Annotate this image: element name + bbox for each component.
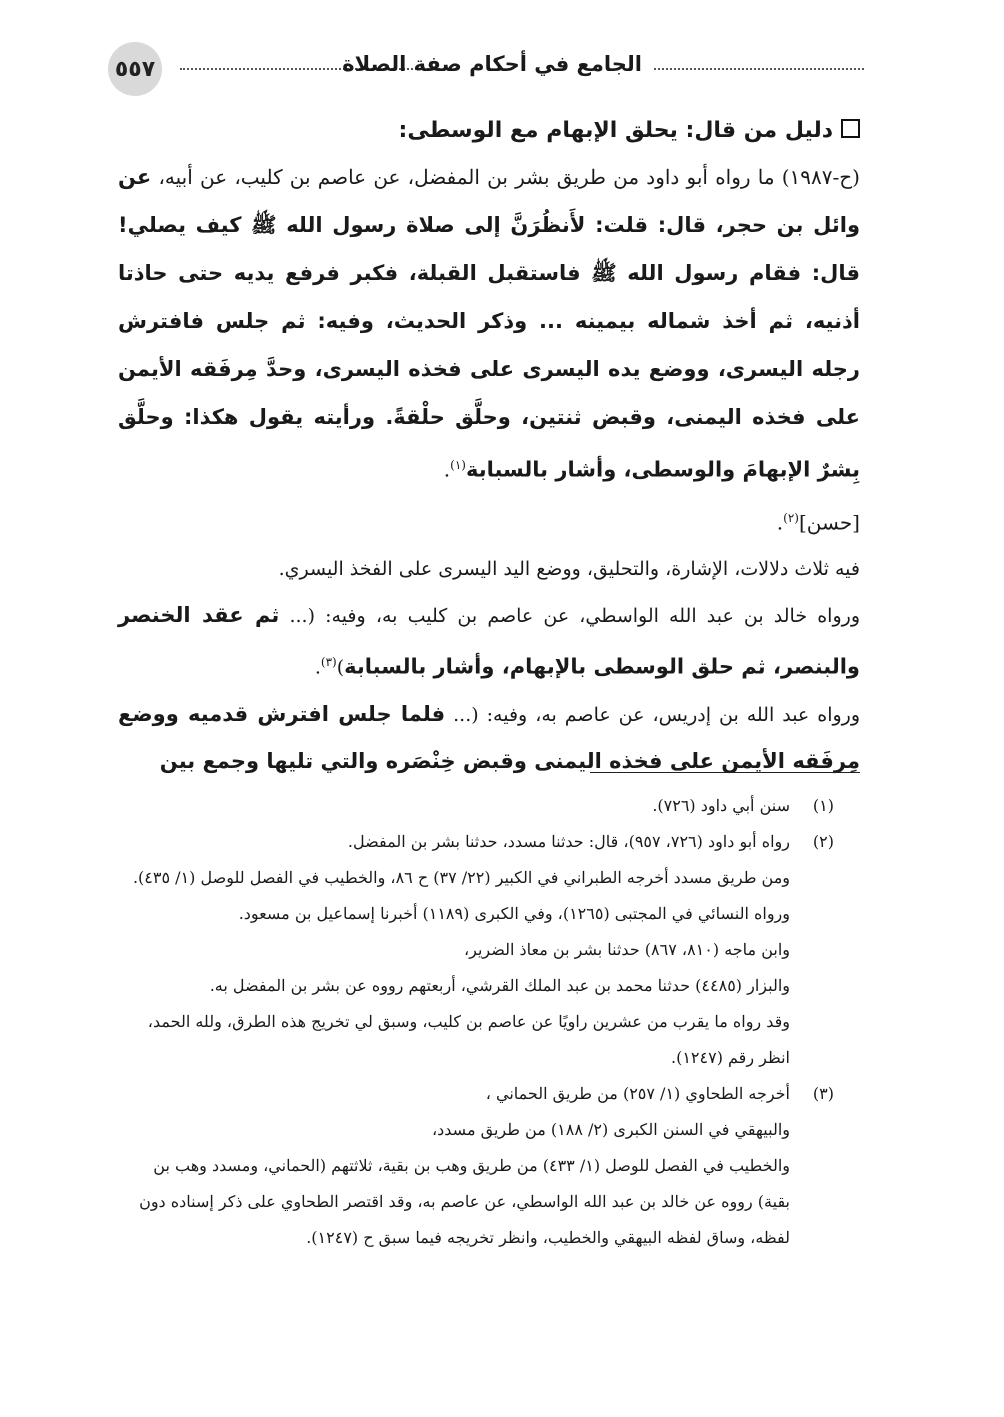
footnote-3 <box>118 1076 834 1256</box>
footnote-ref-3: (٣) <box>320 655 337 670</box>
footnote-text <box>118 788 790 824</box>
grade-text: [حسن] <box>798 510 860 535</box>
footnote-ref-1: (١) <box>450 458 466 472</box>
grade-line <box>118 494 860 547</box>
footnote-text <box>118 1076 790 1256</box>
main-text <box>118 118 860 785</box>
footnote-line: رواه أبو داود (٧٢٦، ٩٥٧)، قال: حدثنا مسدد، حدثنا بشر بن المفضل. <box>347 832 790 851</box>
footnote-ref-2: (٢) <box>783 510 799 525</box>
checkbox-bullet-icon <box>841 119 860 138</box>
footnote-line: سنن أبي داود (٧٢٦). <box>652 796 790 815</box>
footnote-separator <box>590 772 860 773</box>
footnote-number: (٢) <box>812 832 834 851</box>
footnote-number: (١) <box>812 796 834 815</box>
section-heading <box>118 118 860 143</box>
footnote-line: ورواه النسائي في المجتبى (١٢٦٥)، وفي الكبرى (١١٨٩) أخبرنا إسماعيل بن مسعود. <box>238 904 790 923</box>
narration-idris-intro: ورواه عبد الله بن إدريس، عن عاصم به، وفيه: (... <box>445 703 860 726</box>
narration-khalid-intro: ورواه خالد بن عبد الله الواسطي، عن عاصم بن كليب به، وفيه: (... <box>279 605 860 628</box>
grade-end: . <box>776 510 784 535</box>
narration-idris-text: فلما جلس افترش قدميه ووضع مِرفَقه الأيمن على فخذه اليمنى وقبض خِنْصَره والتي تليها وجمع بين <box>118 701 860 773</box>
header-dotted-leader-right <box>654 68 864 70</box>
footnote-text <box>118 824 790 1076</box>
footnote-line: أخرجه الطحاوي (١/ ٢٥٧) من طريق الحماني ، <box>485 1084 790 1103</box>
footnote-line: والخطيب في الفصل للوصل (١/ ٤٣٣) من طريق وهب بن بقية، ثلاثتهم (الحماني، ومسدد وهب بن بقية) رووه عن خالد بن عبد الله الواسطي، عن عاصم به، وقد اقتصر الطحاوي على ذكر إسناده دون لفظه، وساق لفظه البيهقي والخطيب، وانظر تخريجه فيما سبق ح (١٢٤٧). <box>139 1156 790 1247</box>
footnote-1 <box>118 788 834 824</box>
hadith-paragraph <box>118 153 860 494</box>
evidence-paragraph: فيه ثلاث دلالات، الإشارة، والتحليق، ووضع اليد اليسرى على الفخذ اليسري. <box>278 558 860 581</box>
page-header <box>108 42 864 106</box>
hadith-end: . <box>443 457 451 482</box>
footnote-line: وابن ماجه (٨١٠، ٨٦٧) حدثنا بشر بن معاذ الضرير، <box>463 940 790 959</box>
hadith-intro: (ح-١٩٨٧) ما رواه أبو داود من طريق بشر بن المفضل، عن عاصم بن كليب، عن أبيه، <box>151 165 860 189</box>
footnote-line: وقد رواه ما يقرب من عشرين راويًا عن عاصم بن كليب، وسبق لي تخريج هذه الطرق، ولله الحمد، انظر رقم (١٢٤٧). <box>147 1012 790 1067</box>
footnote-2 <box>118 824 834 1076</box>
narration-khalid <box>118 592 860 690</box>
narration-idris <box>118 691 860 785</box>
narration-khalid-text: ثم عقد الخنصر والبنصر، ثم حلق الوسطى بالإبهام، وأشار بالسبابة <box>118 603 860 679</box>
narration-khalid-close: ) <box>336 656 345 679</box>
footnote-line: ومن طريق مسدد أخرجه الطبراني في الكبير (٢٢/ ٣٧) ح ٨٦، والخطيب في الفصل للوصل (١/ ٤٣٥). <box>132 868 790 887</box>
section-heading-text: دليل من قال: يحلق الإبهام مع الوسطى: <box>398 118 833 143</box>
running-title: الجامع في أحكام صفة الصلاة <box>342 52 642 76</box>
footnote-number: (٣) <box>812 1084 834 1103</box>
footnotes <box>118 788 834 1256</box>
page-number-badge: ٥٥٧ <box>108 42 162 96</box>
footnote-line: والبزار (٤٤٨٥) حدثنا محمد بن عبد الملك القرشي، أربعتهم رووه عن بشر بن المفضل به. <box>209 976 790 995</box>
narration-khalid-dot: . <box>314 656 321 679</box>
hadith-text: عن وائل بن حجر، قال: قلت: لأَنظُرَنَّ إلى صلاة رسول الله ﷺ كيف يصلي! قال: فقام رسول الله ﷺ فاستقبل القبلة، فكبر فرفع يديه حتى حاذتا أذنيه، ثم أخذ شماله بيمينه ... وذكر الحديث، وفيه: ثم جلس فافترش رجله اليسرى، ووضع يده اليسرى على فخذه اليسرى، وحدَّ مِرفَقه الأيمن على فخذه اليمنى، وقبض ثنتين، وحلَّق حلْقةً. ورأيته يقول هكذا: وحلَّق بِشرٌ الإبهامَ والوسطى، وأشار بالسبابة <box>118 165 860 482</box>
footnote-line: والبيهقي في السنن الكبرى (٢/ ١٨٨) من طريق مسدد، <box>431 1120 790 1139</box>
